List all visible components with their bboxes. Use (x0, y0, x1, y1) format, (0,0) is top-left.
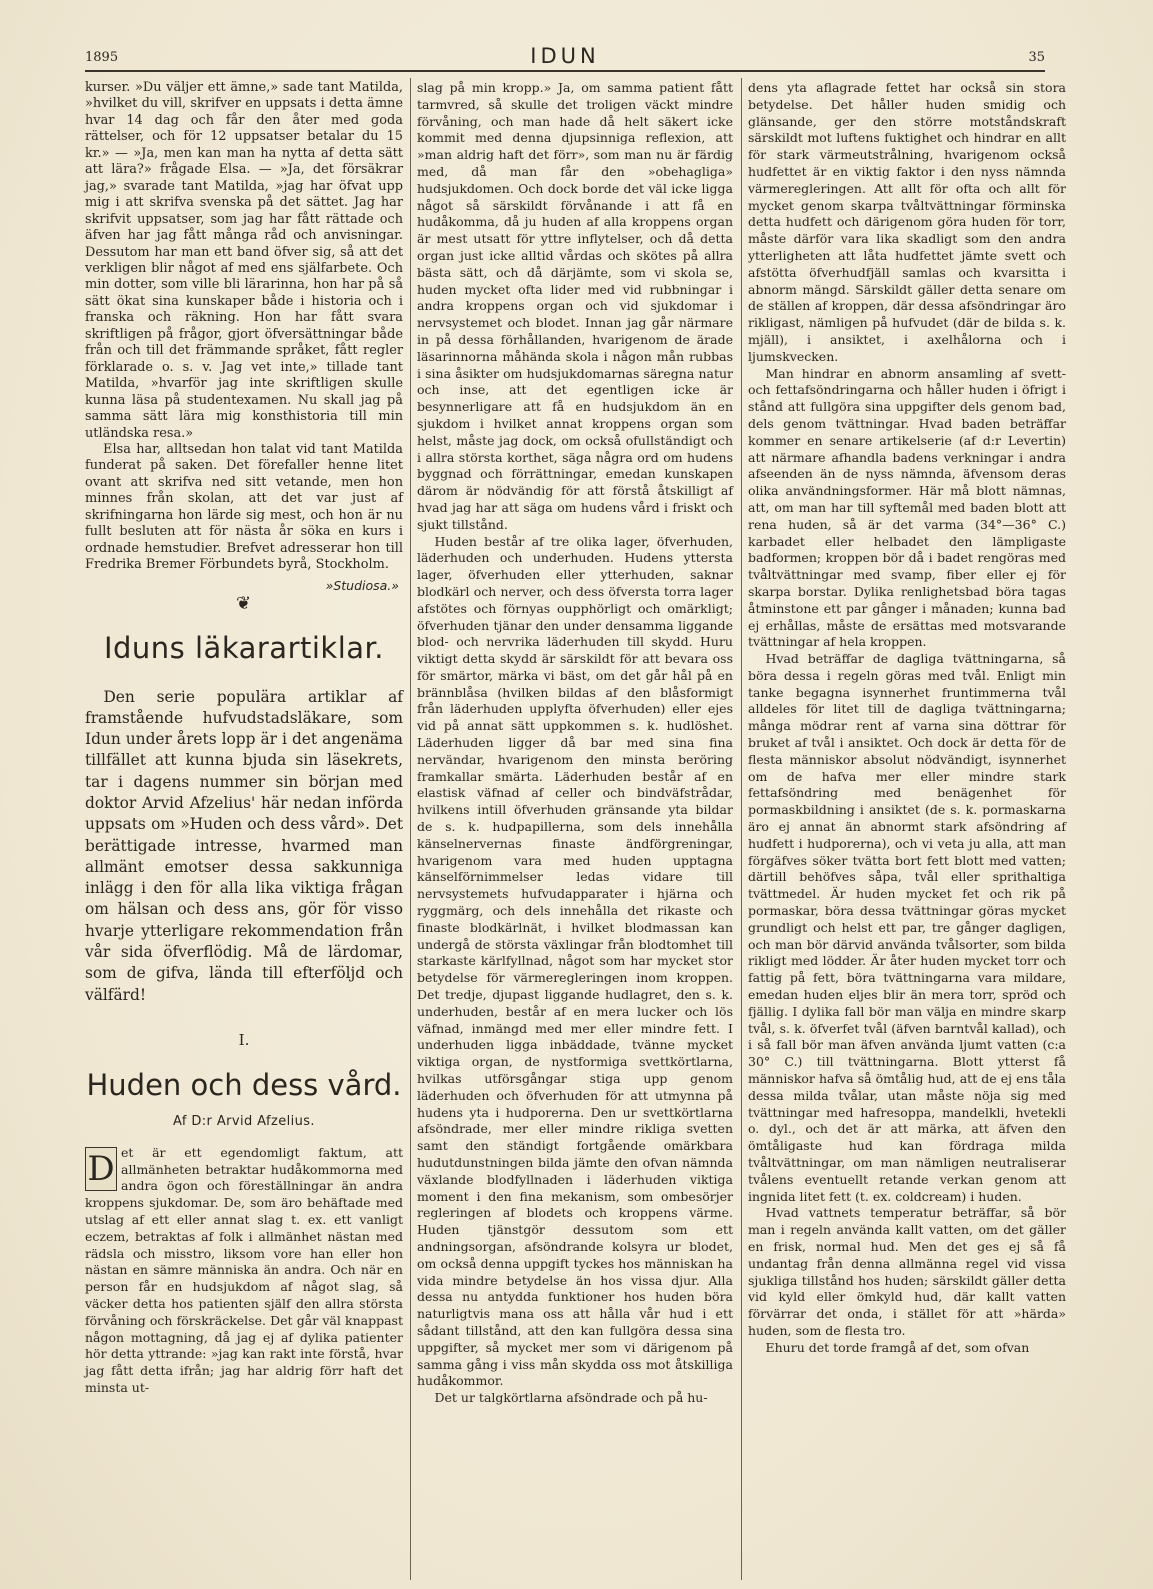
column-3 (748, 80, 1066, 1357)
ornament-icon: ❦ (235, 593, 253, 615)
article-paragraph: Hvad vattnets temperatur beträffar, så bör man i regeln använda kallt vatten, om det gäller en frisk, normal hud. Men det ges ej så få undantag från denna allmänna regel vid vissa sjukliga tillstånd hos huden; särskildt gäller detta vid kyld eller ömkyld hud, där kallt vatten förvärrar det onda, i stället för att »härda» huden, som de flesta tro. (748, 1205, 1066, 1338)
article-paragraph: slag på min kropp.» Ja, om samma patient fått tarmvred, så skulle det troligen väckt mindre förvåning, och man hade då helt säkert icke kommit med denna djupsinniga reflexion, att »man aldrig haft det förr», som man nu är färdig med, då man får den »obehagliga» hudsjukdomen. Och dock borde det väl icke ligga något så särskildt förvånande i att få en hudåkomma, då ju huden af alla kroppens organ är mest utsatt för yttre inflytelser, och då detta organ just icke alltid vårdas och skötes på allra bästa sätt, och då därjämte, som vi skola se, huden mycket ofta lider med vid rubbningar i andra kroppens organ och vid sjukdomar i nervsystemet och blodet. Innan jag går närmare in på dessa förhållanden, hvarigenom de ärade läsarinnorna måhända skola i någon mån rubbas i sina åsikter om hudsjukdomarnas säregna natur och inse, att det egentligen icke är besynnerligare att få en hudsjukdom än en sjukdom i hvilket annat kroppens organ som helst, måste jag dock, om också ofullständigt och i allra största korthet, säga några ord om hudens byggnad och förrättningar, emedan kunskapen därom är nödvändig för att förstå åtskilligt af hvad jag har att säga om hudens vård i friskt och sjukt tillstånd. (417, 80, 733, 532)
article-paragraph: Ehuru det torde framgå af det, som ofvan (765, 1339, 1030, 1355)
column-divider (741, 78, 742, 1580)
article-paragraph: Huden består af tre olika lager, öfverhuden, läderhuden och underhuden. Hudens yttersta lager, öfverhuden eller ytterhuden, saknar blodkärl och nerver, och dess öfversta torra lager afstötes och förnyas oupphörligt och omärkligt; öfverhuden tjänar den under densamma liggande blod- och nervrika läderhuden till skydd. Huru viktigt detta skydd är särskildt för att bevara oss för smärtor, märka vi bäst, om det går hål på en brännblåsa (hvilken bildas af den blåsformigt från läderhuden upplyfta öfverhuden) eller ejes vid på annat sätt uppkommen s. k. hudlöshet. Läderhuden ligger då bar med sina fina nervändar, hvarigenom den minsta beröring framkallar smärta. Läderhuden består af en elastisk väfnad af celler och bindväfstrådar, hvilkens intill öfverhuden gränsande yta bildar de s. k. hudpapillerna, som dels innehålla känselnervernas finaste ändförgreningar, hvarigenom vara med huden upptagna känselförnimmelser ledas vidare till nervsystemets hufvudapparater i hjärna och ryggmärg, och dels innehålla det rikaste och finaste blodkärlnät, i hvilket blodmassan kan undergå de största växlingar från blodtomhet till starkaste kärlfyllnad, något som har mycket stor betydelse för värmeregleringen inom kroppen. Det tredje, djupast liggande hudlagret, den s. k. underhuden, består af en mera lucker och lös väfnad, inmängd med mer eller mindre fett. I underhuden ligga inbäddade, tvänne mycket viktiga organ, de nystformiga svettkörtlarna, hvilkas utförsgångar stiga upp genom läderhuden och öfverhuden för att utmynna på hudens yta i hudporerna. Den ur svettkörtlarna afsöndrade, mer eller mindre rikliga svetten samt den ständigt fortgående omärkbara hudutdunstningen bilda jämte den ofvan nämnda växlande blodfyllnaden i läderhuden viktiga moment i den fina mekanism, som ombesörjer regleringen af blodets och kroppens värme. Huden tjänstgör dessutom som ett andningsorgan, afsöndrande kolsyra ur blodet, om också denna uppgift tyckes hos människan ha vida mindre betydelse än hos vissa djur. Alla dessa nu antydda funktioner hos huden böra naturligtvis mana oss att hålla vår hud i ett sådant tillstånd, att den kan fullgöra dessa sina uppgifter, så mycket mer som vi därigenom på samma gång i viss mån skydda oss mot åtskilliga hudåkommor. (417, 533, 733, 1389)
story-paragraph: Elsa har, alltsedan hon talat vid tant Matilda funderat på saken. Det förefaller henne litet ovant att skrifva ned sitt vetande, men hon minnes från skolan, att det var just af skrifningarna hon lärde sig mest, och hon är nu fullt besluten att för nästa år söka en kurs i ordnade hemstudier. Brefvet adresserar hon till Fredrika Bremer Förbundets byrå, Stockholm. (85, 441, 403, 573)
section-title: Iduns läkarartiklar. (103, 630, 385, 665)
article-paragraph: Man hindrar en abnorm ansamling af svett- och fettafsöndringarna och håller huden i öfrigt i stånd att fullgöra sina uppgifter dels genom bad, dels genom tvättningar. Hvad baden beträffar kommer en senare artikelserie (af d:r Levertin) att närmare afhandla badens verkningar i andra afseenden än de nyss nämnda, äfvensom deras olika användningsformer. Här må blott nämnas, att, om man har till syftemål med baden blott att rena huden, så är det varma (34°—36° C.) karbadet eller helbadet den lämpligaste badformen; kroppen bör då i badet rengöras med tvåltvättningar med svamp, fiber eller ej för skarpa borstar. Dylika renlighetsbad böra tagas åtminstone ett par gånger i månaden; kunna bad ej erhållas, måste de ersättas med motsvarande tvättningar af hela kroppen. (748, 365, 1066, 650)
column-1 (85, 80, 403, 1397)
column-2 (417, 80, 733, 1407)
part-number: I. (238, 1030, 250, 1049)
page-header (85, 44, 1045, 72)
article-paragraph: et är ett egendomligt faktum, att allmänheten betraktar hudåkommorna med andra ögon och föreställningar än andra kroppens sjukdomar. De, som äro behäftade med utslag af ett eller annat slag t. ex. ett vanligt eczem, betraktas af folk i allmänhet nästan med rädsla och misstro, liksom vore han eller hon nästan en sämre människa än andra. Och när en person får en hudsjukdom af något slag, så väcker detta hos patienten själf den allra största förvåning och förskräckelse. Det går väl knappast någon mottagning, då jag ej af dylika patienter hör detta yttrande: »jag kan rakt inte förstå, hvar jag fått detta ifrån; jag har aldrig förr haft det minsta ut- (85, 1144, 403, 1396)
intro-paragraph: Den serie populära artiklar af framstående hufvudstadsläkare, som Idun under årets lopp är i det angenäma tillfället att kunna bjuda sin läsekrets, tar i dagens nummer sin början med doktor Arvid Afzelius' här nedan införda uppsats om »Huden och dess vård». Det berättigade intresse, hvarmed man allmänt emotser dessa sakkunniga inlägg i den för alla lika viktiga frågan om hälsan och dess ans, gör för visso hvarje ytterligare rekommendation från vår sida öfverflödig. Må de lärdomar, som de gifva, lända till efterföljd och välfärd! (85, 687, 403, 1004)
story-paragraph: kurser. »Du väljer ett ämne,» sade tant Matilda, »hvilket du vill, skrifver en uppsats i detta ämne hvar 14 dag och får den åter med goda rättelser, och för 12 uppsatser betalar du 15 kr.» — »Ja, men kan man ha nytta af detta sätt att lära?» frågade Elsa. — »Ja, det försäkrar jag,» svarade tant Matilda, »jag har öfvat upp mig i att skrifva svenska på det sättet. Jag har skrifvit uppsatser, som jag har fått rättade och äfven har jag fått många råd och anvisningar. Dessutom har man ett band öfver sig, så att det verkligen blir något af med ens själfarbete. Och min dotter, som ville bli lärarinna, hon har på så sätt ökat sina kunskaper både i historia och i franska och räkning. Hon har fått svara skriftligen på frågor, gjort öfversättningar både från och till det främmande språket, fått regler förklarade o. s. v. Jag vet inte,» tillade tant Matilda, »hvarför jag inte skriftligen skulle kunna läsa på studentexamen. Nu skall jag på samma sätt lära mig konsthistoria till min utländska resa.» (85, 80, 403, 441)
article-body (85, 1145, 403, 1397)
page-number: 35 (1028, 50, 1045, 65)
signature: »Studiosa.» (325, 577, 399, 593)
section-intro (85, 687, 403, 1006)
issue-year: 1895 (85, 50, 119, 65)
column-divider (410, 78, 411, 1580)
drop-cap: D (85, 1147, 117, 1191)
byline: Af D:r Arvid Afzelius. (173, 1114, 315, 1130)
article-paragraph: Hvad beträffar de dagliga tvättningarna, så böra dessa i regeln göras med tvål. Enligt min tanke begagna isynnerhet fruntimmerna tvål alldeles för litet till de dagliga tvättningarna; många mödrar rent af varna sina döttrar för bruket af tvål i ansiktet. Och dock är detta för de flesta människor absolut nödvändigt, isynnerhet om de hafva mer eller mindre stark fettafsöndring med benägenhet för pormaskbildning i ansiktet (de s. k. pormaskarna äro ej annat än abnormt stark afsöndring af hudfett i hudporerna), och vi veta ju alla, att man förgäfves söker tvätta bort fett blott med vatten; därtill behöfves såpa, tvål eller sprithaltiga tvättmedel. Är huden mycket fet och rik på pormaskar, böra dessa tvättningar göras mycket grundligt och helst ett par, tre gånger dagligen, och man bör därvid använda tvålsorter, som bilda rikligt med lödder. Är åter huden mycket torr och fattig på fett, böra tvättningarna vara mildare, emedan huden eljes blir än mera torr, spröd och fjällig. I dylika fall bör man välja en mindre skarp tvål, s. k. öfverfet tvål (äfven barntvål kallad), och i så fall bör man äfven använda ljumt vatten (c:a 30° C.) till tvättningarna. Blott ytterst få människor hafva så ömtålig hud, att de ej ens tåla dessa milda tvålar, utan måste nöja sig med tvättningar med hafresoppa, mandelkli, hvetekli o. dyl., och det är att märka, att äfven den ömtåligaste hud kan fördraga milda tvåltvättningar, om man nämligen neutraliserar tvålens eventuellt retande verkan genom att ingnida litet fett (t. ex. coldcream) i huden. (748, 651, 1066, 1204)
article-title: Huden och dess vård. (86, 1068, 402, 1103)
article-paragraph: dens yta aflagrade fettet har också sin stora betydelse. Det håller huden smidig och glänsande, ger den större motståndskraft särskildt mot luftens fuktighet och hindrar en allt för stark värmeutstrålning, hvarigenom också hudfettet är en viktig faktor i den nyss nämnda värmeregleringen. Att allt för ofta och allt för mycket genom skarpa tvåltvättningar förminska detta hudfett och därigenom göra huden för torr, måste därför vara lika skadligt som den andra ytterligheten att låta hudfettet jämte svett och afstötta öfverhudfjäll samlas och kvarsitta i abnorm mängd. Särskildt gäller detta senare om de ställen af kroppen, där dessa afsöndringar äro rikligast, nämligen på hufvudet (där de bilda s. k. mjäll), i ansiktet, i axelhålorna och i ljumskvecken. (748, 80, 1066, 364)
masthead-title: IDUN (530, 44, 600, 68)
article-paragraph: Det ur talgkörtlarna afsöndrade och på hu- (434, 1390, 708, 1406)
